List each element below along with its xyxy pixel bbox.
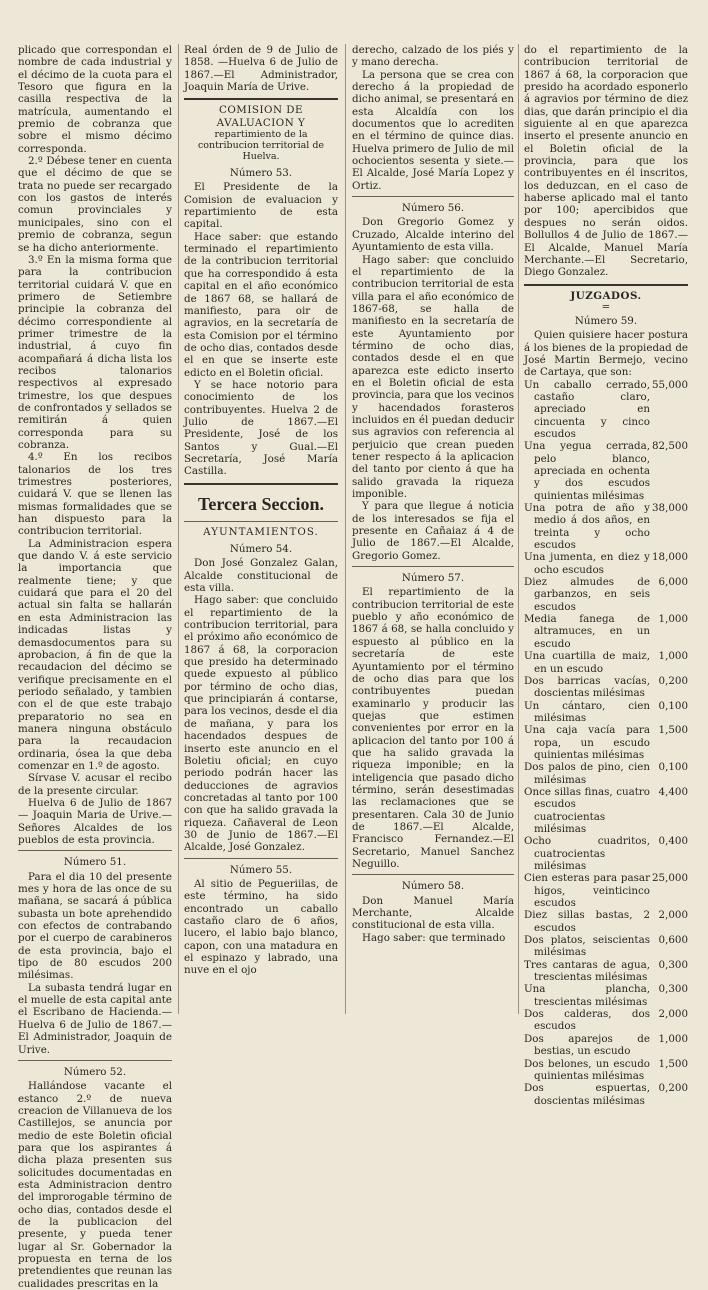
inventory-item: Un caballo cerrado, castaño claro, apreciado en cincuenta y cinco escudos 55,000 <box>524 378 688 440</box>
paragraph: Hago saber: que concluido el repartimiento de la contribucion territorial de esta villa para el año económico de 1867-68, se halla de manifiesto en la secretaría de este Ayuntamiento por término de ocho dias, contados desde el en que aparezca este edicto inserto en el Boletin oficial de esta provincia, para que los vecinos y hacendados forasteros incluidos en él puedan deducir sus agravios con referencia al perjuicio que crean pueden tener respecto á la aplicacion del tanto por ciento á que ha salido gravada la riqueza imponible. <box>352 253 514 501</box>
inventory-item: Dos platos, seiscientas milésimas 0,600 <box>524 934 688 959</box>
section-rule <box>18 1060 172 1061</box>
section-rule <box>524 284 688 286</box>
inventory-item: Cien esteras para pasar higos, veinticinco escudos 25,000 <box>524 872 688 910</box>
paragraph: Don Manuel María Merchante, Alcalde constitucional de esta villa. <box>352 894 514 932</box>
paragraph: Quien quisiere hacer postura á los bienes de la propiedad de José Martin Bermejo, vecino de Cartaya, que son: <box>524 329 688 379</box>
paragraph: Huelva 6 de Julio de 1867 — Joaquin Maria de Urive.—Señores Alcaldes de los pueblos de esta provincia. <box>18 796 172 846</box>
paragraph: Hago saber: que terminado <box>362 931 506 944</box>
paragraph: Hace saber: que estando terminado el repartimiento de la contribucion territorial que ha correspondido á esta capital en el año económico de 1867 68, se hallará de manifiesto, para oir de agravios, en la secretaría de esta Comision por el término de ocho dias, contados desde el en que se inserte este edicto en el Boletin oficial. <box>184 230 338 379</box>
notice-number: Número 53. <box>229 167 293 180</box>
inventory-item: Dos belones, un escudo quinientas milésimas 1,500 <box>524 1057 688 1082</box>
paragraph: Y para que llegue á noticia de los interesados se fija el presente en Cañaiaz á 4 de Julio de 1867.—El Alcalde, Gregorio Gomez. <box>352 500 514 562</box>
column-3 <box>352 44 514 1014</box>
paragraph: 2.º Débese tener en cuenta que el décimo de que se trata no puede ser recargado con los gastos de interés comun provinciales y municipales, sino con el premio de cobranza, segun se ha dicho anteriormente. <box>18 155 172 254</box>
notice-number: Número 57. <box>401 572 465 585</box>
inventory-item: Una potra de año y medio á dos años, en treinta y ocho escudos 38,000 <box>524 502 688 552</box>
inventory-list <box>524 379 688 1107</box>
section-rule <box>352 196 514 197</box>
inventory-item: Dos calderas, dos escudos 2,000 <box>524 1008 688 1033</box>
notice-number: Número 56. <box>401 202 465 215</box>
paragraph: Al sitio de Pegueriilas, de este término, ha sido encontrado un caballo castaño claro de 6 años, lucero, el labio bajo blanco, capon, con una matadura en el espinazo y labrado, una nuve en el ojo <box>184 877 338 977</box>
inventory-item: Una yegua cerrada, pelo blanco, apreciada en ochenta y dos escudos quinientas milésimas 82,500 <box>524 440 688 502</box>
inventory-item: Una cuartilla de maiz, en un escudo 1,000 <box>524 650 688 675</box>
inventory-item: Ocho cuadritos, cuatrocientas milésimas 0,400 <box>524 835 688 872</box>
inventory-item: Una plancha, trescientas milésimas 0,300 <box>524 983 688 1008</box>
paragraph: Para el dia 10 del presente mes y hora de las once de su mañana, se sacará á pública subasta un bote aprehendido con efectos de contrabando por el cuerpo de carabineros de esta provincia, bajo el tipo de 80 escudos 200 milésimas. <box>18 870 172 982</box>
inventory-item: Un cántaro, cien milésimas 0,100 <box>524 699 688 724</box>
paragraph: El repartimiento de la contribucion territorial de este pueblo y año económico de 1867 á 68, se halla concluido y espuesto al público en la secretaría de este Ayuntamiento por el término de ocho dias para que los contribuyentes puedan examinarlo y producir las quejas que estimen convenientes por error en la aplicacion del tanto por 100 á que ha salido gravada la riqueza imponible; en la inteligencia que pasado dicho término, serán desestimadas las reclamaciones que se presentaren. Cala 30 de Junio de 1867.—El Alcalde, Francisco Fernandez.—El Secretario, Manuel Sanchez Neguillo. <box>352 586 514 870</box>
notice-number: Número 55. <box>229 863 293 876</box>
inventory-item: Media fanega de altramuces, en un escudo 1,000 <box>524 613 688 650</box>
column-2 <box>184 44 338 1014</box>
paragraph: Sírvase V. acusar el recibo de la presente circular. <box>18 772 172 797</box>
paragraph: La subasta tendrá lugar en el muelle de esta capital ante el Escribano de Hacienda.—Huelva 6 de Julio de 1867.—El Administrador, Joaquin de Urive. <box>18 981 172 1056</box>
paragraph: 4.º En los recibos talonarios de los tres trimestres posteriores, cuidará V. que se llenen las mismas formalidades que se han dispuesto para la contribucion territorial. <box>18 451 172 538</box>
section-rule <box>184 98 338 100</box>
inventory-item: Diez almudes de garbanzos, en seis escudos 6,000 <box>524 576 688 613</box>
paragraph: Don Gregorio Gomez y Cruzado, Alcalde interino del Ayuntamiento de esta villa. <box>352 216 514 254</box>
section-heading: AYUNTAMIENTOS. <box>203 525 319 538</box>
section-rule <box>184 483 338 485</box>
section-subheading: repartimiento de la contribucion territorial de Huelva. <box>197 129 325 163</box>
paragraph: La persona que se crea con derecho á la propiedad de dicho animal, se presentará en esta Alcaldía con los documentos que lo acrediten en el término de quince dias. Huelva primero de Julio de mil ochocientos sesenta y siete.—El Alcalde, José María Lopez y Ortiz. <box>352 68 514 192</box>
inventory-item: Dos barricas vacías, doscientas milésimas 0,200 <box>524 674 688 700</box>
column-1 <box>18 44 172 1290</box>
paragraph: Hallándose vacante el estanco 2.º de nueva creacion de Villanueva de los Castillejos, se anuncia por medio de este Boletin oficial para que los aspirantes á dicha plaza presenten sus solicitudes documentadas en esta Administracion dentro del improrogable término de ocho dias, contados desde el de la publicacion del presente, y pueda tener lugar al Sr. Gobernador la propuesta en terna de los pretendientes que reunan las cualidades prescritas en la <box>18 1080 172 1290</box>
column-divider <box>345 44 346 1014</box>
section-heading: COMISION DE AVALUACION Y <box>216 104 306 129</box>
section-rule <box>18 850 172 851</box>
paragraph: Don José Gonzalez Galan, Alcalde constitucional de esta villa. <box>184 557 338 595</box>
inventory-item: Una jumenta, en diez y ocho escudos 18,000 <box>524 551 688 576</box>
paragraph: Y se hace notorio para conocimiento de los contribuyentes. Huelva 2 de Julio de 1867.—El Presidente, José de los Santos y Gual.—El Secretaría, José María Castilla. <box>184 378 338 478</box>
section-heading: JUZGADOS. <box>570 289 642 302</box>
notice-number: Número 51. <box>63 856 127 869</box>
section-rule <box>352 874 514 875</box>
divider-dash: = <box>601 300 611 313</box>
section-rule <box>184 521 338 522</box>
paragraph: derecho, calzado de los piés y y mano derecha. <box>352 44 514 69</box>
section-title: Tercera Seccion. <box>198 493 324 514</box>
inventory-item: Once sillas finas, cuatro escudos cuatrocientas milésimas 4,400 <box>524 785 688 835</box>
paragraph: El Presidente de la Comision de evaluacion y repartimiento de esta capital. <box>184 181 338 231</box>
section-rule <box>184 858 338 859</box>
paragraph: do el repartimiento de la contribucion territorial de 1867 á 68, la corporacion que presido ha acordado esponerlo á agravios por término de diez dias, que darán principio el dia siguiente al en que aparezca inserto el presente anuncio en el Boletin oficial de la provincia, para que los contribuyentes en él inscritos, los deduzcan, en el caso de haberse aplicado mal el tanto por 100; apercibidos que despues no serán oidos. Bollullos 4 de Julio de 1867.—El Alcalde, Manuel María Merchante.—El Secretario, Diego Gonzalez. <box>524 44 688 279</box>
paragraph: 3.º En la misma forma que para la contribucion territorial cuidará V. que en primero de Setiembre principie la cobranza del décimo correspondiente al primer trimestre de la industrial, á cuyo fin acompañará á dicha lista los recibos talonarios respectivos al expresado trimestre, los que despues de confrontados y sellados se remitirán á quien corresponda para su cobranza. <box>18 253 172 451</box>
inventory-item: Dos aparejos de bestias, un escudo 1,000 <box>524 1032 688 1058</box>
column-divider <box>178 44 179 1014</box>
paragraph: plicado que correspondan el nombre de cada industrial y el décimo de la cuota para el Tesoro que figura en la casilla respectiva de la matrícula, aumentando el premio de cobranza que sobre el mismo décimo corresponda. <box>18 44 172 155</box>
paragraph: Hago saber: que concluido el repartimiento de la contribucion territorial, para el próximo año económico de 1867 á 68, la corporacion que presido ha determinado quede expuesto al público por término de ocho dias, que principiarán á contarse, para los vecinos, desde el dia de mañana, y para los hacendados despues de inserto este anuncio en el Boletiu oficial; en cuyo periodo podrán hacer las deducciones de agravios concretadas al tanto por 100 con que ha salido gravada la riqueza. Cañaveral de Leon 30 de Junio de 1867.—El Alcalde, José Gonzalez. <box>184 594 338 854</box>
notice-number: Número 54. <box>229 543 293 555</box>
inventory-item: Una caja vacía para ropa, un escudo quinientas milésimas 1,500 <box>524 724 688 761</box>
paragraph: La Administracion espera que dando V. á este servicio la importancia que realmente tiene; y que cuidará que para el 20 del actual sin falta se hallarán en esta Administracion las indicadas listas y demasdocumentos para su aprobacion, á fin de que la recaudacion del décimo se verifique precisamente en el periodo señalado, y tambien con el de que este trabajo preparatorio no sea en manera ninguna obstáculo para la recaudacion ordinaria, ósea la que deba comenzar en 1.º de agosto. <box>18 537 172 772</box>
notice-number: Número 59. <box>574 314 638 327</box>
inventory-item: Tres cantaras de agua, trescientas milésimas 0,300 <box>524 958 688 984</box>
column-4 <box>524 44 688 1107</box>
inventory-item: Dos espuertas, doscientas milésimas 0,200 <box>524 1082 688 1107</box>
column-divider <box>518 44 519 1014</box>
inventory-item: Dos palos de pino, cien milésimas 0,100 <box>524 761 688 786</box>
notice-number: Número 58. <box>401 880 465 893</box>
inventory-item: Diez sillas bastas, 2 escudos 2,000 <box>524 909 688 934</box>
paragraph: Real órden de 9 de Julio de 1858. —Huelva 6 de Julio de 1867.—El Administrador, Joaquin María de Urive. <box>184 44 338 94</box>
section-rule <box>352 566 514 567</box>
notice-number: Número 52. <box>63 1065 127 1078</box>
